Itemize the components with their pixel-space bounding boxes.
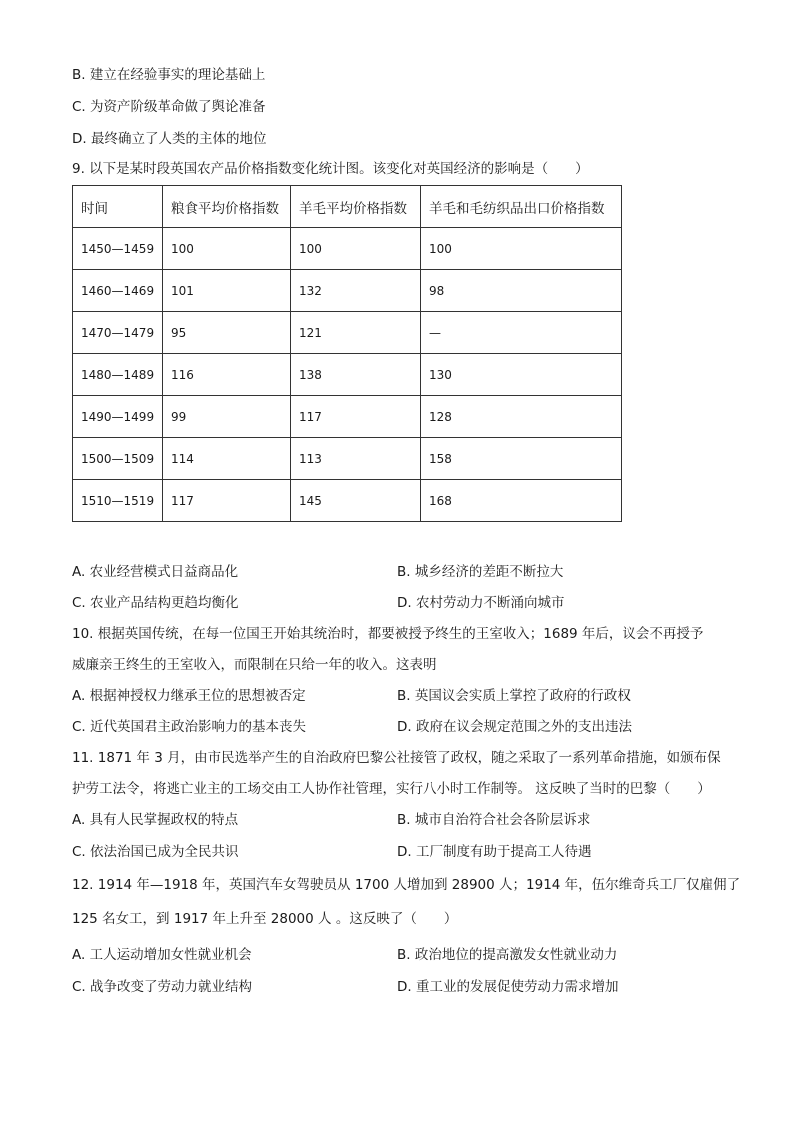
table-cell: 168 bbox=[421, 480, 622, 522]
q12-option-c: C. 战争改变了劳动力就业结构 bbox=[72, 979, 253, 995]
q12-stem-line-2: 125 名女工，到 1917 年上升至 28000 人 。这反映了（ ） bbox=[72, 911, 458, 927]
table-header-cell: 时间 bbox=[73, 186, 163, 228]
table-cell: 1510—1519 bbox=[73, 480, 163, 522]
table-cell: 128 bbox=[421, 396, 622, 438]
table-cell: 98 bbox=[421, 270, 622, 312]
table-row bbox=[73, 270, 622, 312]
q9-option-a: A. 农业经营模式日益商品化 bbox=[72, 564, 239, 580]
table-cell: 121 bbox=[291, 312, 421, 354]
table-cell: 95 bbox=[163, 312, 291, 354]
table-cell: 1490—1499 bbox=[73, 396, 163, 438]
table-cell: 158 bbox=[421, 438, 622, 480]
q11-stem-line-1: 11. 1871 年 3 月，由市民选举产生的自治政府巴黎公社接管了政权，随之采取了一系列革命措施，如颁布保 bbox=[72, 750, 721, 766]
q10-option-b: B. 英国议会实质上掌控了政府的行政权 bbox=[397, 688, 631, 704]
q11-option-d: D. 工厂制度有助于提高工人待遇 bbox=[397, 844, 592, 860]
q11-stem-line-2: 护劳工法令，将逃亡业主的工场交由工人协作社管理，实行八小时工作制等。 这反映了当时的巴黎（ ） bbox=[72, 781, 711, 797]
q10-option-d: D. 政府在议会规定范围之外的支出违法 bbox=[397, 719, 632, 735]
table-cell: 113 bbox=[291, 438, 421, 480]
table-cell: 117 bbox=[163, 480, 291, 522]
q10-option-a: A. 根据神授权力继承王位的思想被否定 bbox=[72, 688, 306, 704]
q11-option-b: B. 城市自治符合社会各阶层诉求 bbox=[397, 812, 591, 828]
table-cell: 138 bbox=[291, 354, 421, 396]
prev-option-b: B. 建立在经验事实的理论基础上 bbox=[72, 67, 266, 83]
table-row bbox=[73, 480, 622, 522]
table-cell: 114 bbox=[163, 438, 291, 480]
q9-option-c: C. 农业产品结构更趋均衡化 bbox=[72, 595, 239, 611]
table-cell: 1480—1489 bbox=[73, 354, 163, 396]
table-cell: 99 bbox=[163, 396, 291, 438]
q10-stem-line-1: 10. 根据英国传统，在每一位国王开始其统治时，都要被授予终生的王室收入；1689 年后，议会不再授予 bbox=[72, 626, 704, 642]
table-cell: 1460—1469 bbox=[73, 270, 163, 312]
table-cell: 130 bbox=[421, 354, 622, 396]
q11-option-a: A. 具有人民掌握政权的特点 bbox=[72, 812, 239, 828]
q12-option-b: B. 政治地位的提高激发女性就业动力 bbox=[397, 947, 618, 963]
q10-option-c: C. 近代英国君主政治影响力的基本丧失 bbox=[72, 719, 307, 735]
table-header-cell: 羊毛和毛纺织品出口价格指数 bbox=[421, 186, 622, 228]
table-row bbox=[73, 396, 622, 438]
table-cell: 1470—1479 bbox=[73, 312, 163, 354]
table-row bbox=[73, 438, 622, 480]
q9-option-b: B. 城乡经济的差距不断拉大 bbox=[397, 564, 564, 580]
table-header-row bbox=[73, 186, 622, 228]
table-cell: 116 bbox=[163, 354, 291, 396]
q12-stem-line-1: 12. 1914 年—1918 年，英国汽车女驾驶员从 1700 人增加到 28900 人；1914 年，伍尔维奇兵工厂仅雇佣了 bbox=[72, 877, 741, 893]
table-cell: — bbox=[421, 312, 622, 354]
table-header-cell: 粮食平均价格指数 bbox=[163, 186, 291, 228]
table-cell: 1500—1509 bbox=[73, 438, 163, 480]
table-cell: 101 bbox=[163, 270, 291, 312]
table-header-cell: 羊毛平均价格指数 bbox=[291, 186, 421, 228]
table-cell: 100 bbox=[421, 228, 622, 270]
table-cell: 145 bbox=[291, 480, 421, 522]
table-row bbox=[73, 312, 622, 354]
table-cell: 117 bbox=[291, 396, 421, 438]
q12-option-d: D. 重工业的发展促使劳动力需求增加 bbox=[397, 979, 619, 995]
q10-stem-line-2: 威廉亲王终生的王室收入，而限制在只给一年的收入。这表明 bbox=[72, 657, 437, 673]
table-cell: 1450—1459 bbox=[73, 228, 163, 270]
table-cell: 100 bbox=[163, 228, 291, 270]
q9-price-index-table bbox=[72, 185, 622, 522]
prev-option-d: D. 最终确立了人类的主体的地位 bbox=[72, 131, 267, 147]
q9-option-d: D. 农村劳动力不断涌向城市 bbox=[397, 595, 565, 611]
table-row bbox=[73, 228, 622, 270]
q12-option-a: A. 工人运动增加女性就业机会 bbox=[72, 947, 252, 963]
table-row bbox=[73, 354, 622, 396]
q9-stem: 9. 以下是某时段英国农产品价格指数变化统计图。该变化对英国经济的影响是（ ） bbox=[72, 161, 589, 177]
q11-option-c: C. 依法治国已成为全民共识 bbox=[72, 844, 239, 860]
prev-option-c: C. 为资产阶级革命做了舆论准备 bbox=[72, 99, 266, 115]
table-cell: 132 bbox=[291, 270, 421, 312]
table-cell: 100 bbox=[291, 228, 421, 270]
